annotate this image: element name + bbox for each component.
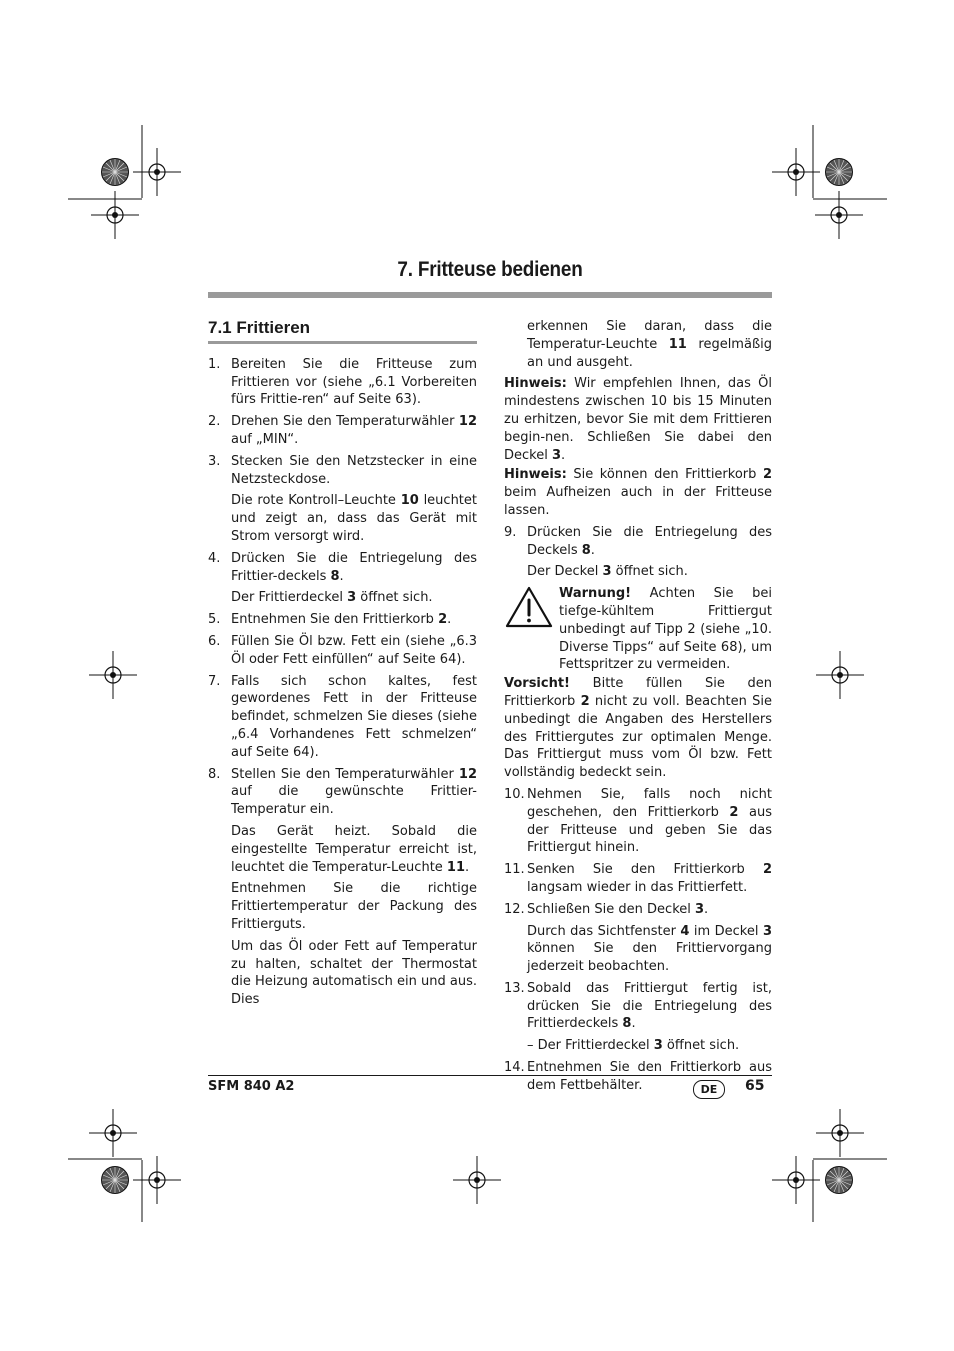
step-13 bbox=[504, 980, 772, 1033]
part-number: 2 bbox=[762, 862, 772, 878]
part-number: 8 bbox=[581, 542, 591, 558]
continued-note bbox=[504, 318, 772, 371]
part-number: 3 bbox=[602, 564, 612, 580]
part-number: 3 bbox=[762, 923, 772, 939]
caution-label: Vorsicht! bbox=[504, 676, 570, 692]
step-text: Falls sich schon kaltes, fest gewordenes Fett in der Fritteuse befindet, schmelzen Sie dieses (siehe „6.4 Vorhandenes Fett schmelzen“ auf Seite 64). bbox=[231, 673, 477, 760]
step-number: 11. bbox=[504, 862, 525, 878]
part-number: 4 bbox=[680, 923, 690, 939]
warning-box bbox=[504, 585, 772, 674]
part-number: 2 bbox=[762, 467, 772, 483]
step-13-note bbox=[504, 1037, 772, 1055]
step-number: 1. bbox=[208, 356, 221, 372]
step-12-note bbox=[504, 923, 772, 976]
part-number: 8 bbox=[622, 1016, 632, 1032]
language-badge: DE bbox=[693, 1080, 725, 1099]
step-number: 9. bbox=[504, 524, 517, 540]
step-7 bbox=[208, 673, 477, 762]
step-text: . bbox=[590, 542, 595, 558]
note-text: können Sie den Frittiervorgang jederzeit beobachten. bbox=[527, 941, 772, 975]
step-number: 2. bbox=[208, 414, 221, 430]
step-text: auf die gewünschte Frittier-Temperatur ein. bbox=[231, 784, 477, 818]
hint-label: Hinweis: bbox=[504, 467, 567, 483]
hint-text: beim Aufheizen auch in der Fritteuse lassen. bbox=[504, 485, 772, 518]
left-column bbox=[208, 318, 477, 1013]
page-number: 65 bbox=[745, 1078, 765, 1094]
step-text: Drehen Sie den Temperaturwähler bbox=[231, 414, 459, 430]
step-text: Füllen Sie Öl bzw. Fett ein (siehe „6.3 Öl oder Fett einfüllen“ auf Seite 64). bbox=[231, 633, 477, 667]
section-title: 7.1 Frittieren bbox=[208, 318, 311, 337]
step-number: 14. bbox=[504, 1060, 525, 1076]
step-9 bbox=[504, 524, 772, 560]
section-rule bbox=[208, 341, 477, 344]
hint-2 bbox=[504, 466, 772, 519]
step-text: Entnehmen Sie den Frittierkorb aus dem Fettbehälter. bbox=[527, 1060, 772, 1093]
step-8-note-3: Um das Öl oder Fett auf Temperatur zu halten, schaltet der Thermostat die Heizung automatisch ein und aus. Dies bbox=[231, 938, 477, 1008]
note-text: leuchtet und zeigt an, dass das Gerät mit Strom versorgt wird. bbox=[231, 493, 478, 544]
step-text: Drücken Sie die Entriegelung des Frittier-deckels bbox=[231, 550, 477, 584]
part-number: 8 bbox=[330, 568, 340, 584]
step-text: . bbox=[631, 1016, 636, 1032]
note-text: im Deckel bbox=[689, 923, 763, 939]
warning-text: Achten Sie bei tiefge-kühltem Frittiergut unbedingt auf Tipp 2 (siehe „10. Diverse Tipps“ auf Seite 68), um Fettspritzer zu vermeiden. bbox=[559, 586, 772, 673]
step-number: 12. bbox=[504, 901, 525, 917]
note-text: Der Frittierdeckel bbox=[231, 590, 348, 606]
step-text: Nehmen Sie, falls noch nicht geschehen, den Frittierkorb bbox=[527, 786, 772, 820]
part-number: 10 bbox=[400, 493, 419, 509]
step-text: Drücken Sie die Entriegelung des Deckels bbox=[527, 524, 772, 558]
step-text: . bbox=[339, 568, 344, 584]
note-text: Das Gerät heizt. Sobald die eingestellte Temperatur erreicht ist, leuchtet die Temperatur-Leuchte bbox=[231, 823, 477, 875]
part-number: 11 bbox=[446, 859, 466, 875]
step-3 bbox=[208, 453, 477, 489]
step-text: Entnehmen Sie den Frittierkorb bbox=[231, 612, 439, 628]
step-number: 10. bbox=[504, 786, 525, 802]
step-text: Bereiten Sie die Fritteuse zum Frittieren vor (siehe „6.1 Vorbereiten fürs Frittie-ren“ auf Seite 63). bbox=[231, 356, 477, 408]
step-12 bbox=[504, 901, 772, 919]
part-number: 12 bbox=[458, 414, 477, 430]
note-text: Die rote Kontroll–Leuchte bbox=[231, 493, 401, 509]
step-number: 7. bbox=[208, 673, 221, 689]
hint-text: Wir empfehlen Ihnen, das Öl mindestens zwischen 10 bis 15 Minuten zu erhitzen, bevor Sie mit dem Frittieren begin-nen. Schließen Sie dabei den Deckel bbox=[504, 376, 772, 463]
note-text: öffnet sich. bbox=[356, 590, 433, 606]
step-number: 5. bbox=[208, 612, 221, 628]
step-text: . bbox=[447, 612, 452, 628]
part-number: 3 bbox=[695, 901, 705, 917]
step-text: Schließen Sie den Deckel bbox=[527, 901, 695, 917]
chapter-title: 7. Fritteuse bedienen bbox=[397, 258, 583, 281]
note-text: erkennen Sie daran, dass die Temperatur-Leuchte bbox=[527, 319, 772, 352]
part-number: 2 bbox=[729, 804, 739, 820]
step-text: auf „MIN“. bbox=[231, 431, 299, 447]
step-number: 3. bbox=[208, 453, 221, 469]
note-text: regelmäßig an und ausgeht. bbox=[527, 336, 772, 370]
step-11 bbox=[504, 861, 772, 897]
footer-model: SFM 840 A2 bbox=[208, 1079, 295, 1094]
step-14 bbox=[504, 1059, 772, 1095]
part-number: 11 bbox=[668, 336, 687, 352]
step-4-note bbox=[208, 589, 477, 607]
chapter-rule bbox=[208, 292, 772, 298]
step-text: Senken Sie den Frittierkorb bbox=[527, 862, 763, 878]
note-text: – Der Frittierdeckel bbox=[527, 1038, 654, 1054]
footer-rule bbox=[208, 1075, 772, 1076]
hint-text: . bbox=[561, 447, 566, 463]
right-column bbox=[504, 318, 772, 1099]
warning-label: Warnung! bbox=[559, 586, 632, 602]
step-8 bbox=[208, 766, 477, 819]
hint-label: Hinweis: bbox=[504, 376, 567, 392]
note-text: öffnet sich. bbox=[611, 564, 688, 580]
step-number: 6. bbox=[208, 633, 221, 649]
step-text: langsam wieder in das Frittierfett. bbox=[527, 879, 748, 895]
part-number: 3 bbox=[653, 1038, 663, 1054]
note-text: Durch das Sichtfenster bbox=[527, 923, 681, 939]
step-2 bbox=[208, 413, 477, 449]
note-text: Der Deckel bbox=[527, 564, 603, 580]
step-text: aus der Fritteuse und geben Sie das Frittiergut hinein. bbox=[527, 804, 772, 856]
caution-text: Bitte füllen Sie den Frittierkorb bbox=[504, 676, 772, 709]
warning-triangle-icon bbox=[504, 585, 554, 629]
step-number: 8. bbox=[208, 766, 221, 782]
step-1 bbox=[208, 356, 477, 409]
step-8-note-2: Entnehmen Sie die richtige Frittiertemperatur der Packung des Frittierguts. bbox=[231, 881, 477, 932]
caution-text: nicht zu voll. Beachten Sie unbedingt die Angaben des Herstellers des Frittiergutes zur optimalen Menge. Das Frittiergut muss vom Öl bzw. Fett vollständig bedeckt sein. bbox=[504, 693, 772, 781]
step-number: 13. bbox=[504, 980, 525, 996]
step-text: . bbox=[704, 901, 709, 917]
step-text: Sobald das Frittiergut fertig ist, drücken Sie die Entriegelung des Frittierdeckels bbox=[527, 980, 772, 1032]
step-4 bbox=[208, 550, 477, 586]
note-text: . bbox=[465, 859, 470, 875]
step-6 bbox=[208, 633, 477, 669]
step-9-note bbox=[504, 563, 772, 581]
note-text: öffnet sich. bbox=[662, 1038, 740, 1054]
step-number: 4. bbox=[208, 550, 221, 566]
part-number: 2 bbox=[438, 612, 448, 628]
step-3-note bbox=[208, 492, 477, 545]
step-text: Stellen Sie den Temperaturwähler bbox=[231, 766, 459, 782]
hint-1 bbox=[504, 375, 772, 464]
part-number: 2 bbox=[580, 693, 590, 709]
step-10 bbox=[504, 786, 772, 857]
part-number: 12 bbox=[458, 766, 477, 782]
part-number: 3 bbox=[551, 447, 562, 463]
part-number: 3 bbox=[347, 590, 357, 606]
step-text: Stecken Sie den Netzstecker in eine Netzsteckdose. bbox=[231, 453, 477, 487]
hint-text: Sie können den Frittierkorb bbox=[566, 467, 763, 483]
caution bbox=[504, 675, 772, 782]
step-8-note-1 bbox=[208, 823, 477, 876]
step-5 bbox=[208, 611, 477, 629]
